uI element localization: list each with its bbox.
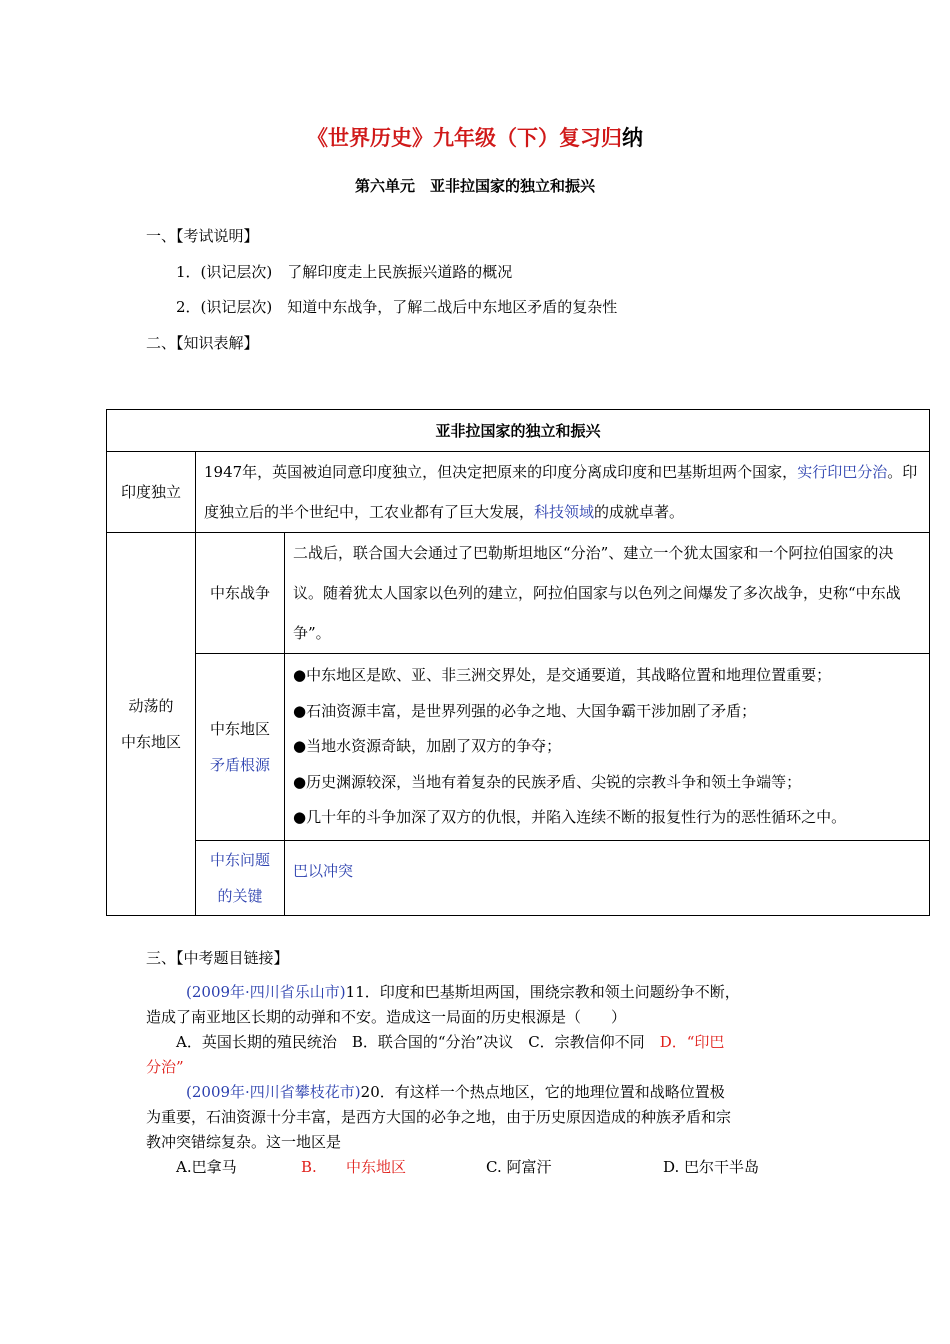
key-label-line1: 中东问题: [209, 850, 270, 869]
q2-line1: [186, 1080, 725, 1105]
middle-east-label: [107, 533, 196, 916]
q2-stem-a: 20．有这样一个热点地区，它的地理位置和战略位置极: [360, 1083, 725, 1101]
unit-subtitle: 第六单元 亚非拉国家的独立和振兴: [354, 177, 595, 195]
key-label-line2: 的关键: [217, 886, 263, 905]
q2-option-b-letter: B.: [301, 1158, 317, 1176]
exam-item-2: 2．(识记层次) 知道中东战争，了解二战后中东地区矛盾的复杂性: [176, 298, 618, 316]
india-text-b: 。印度独立后的半个世纪中，工农业都有了巨大发展，: [204, 463, 918, 521]
q2-option-d: D. 巴尔干半岛: [663, 1158, 760, 1176]
roots-list: [285, 654, 930, 841]
q1-source: (2009年·四川省乐山市): [186, 983, 346, 1001]
q1-stem-b: 造成了南亚地区长期的动弹和不安。造成这一局面的历史根源是（ ）: [146, 1008, 627, 1026]
roots-item: ●历史渊源较深，当地有着复杂的民族矛盾、尖锐的宗教斗争和领土争端等；: [293, 772, 802, 791]
india-link-partition: 实行印巴分治: [797, 463, 888, 481]
india-text-c: 的成就卓著。: [594, 503, 685, 521]
india-label: 印度独立: [107, 452, 196, 533]
roots-item: ●当地水资源奇缺，加剧了双方的争夺；: [293, 737, 562, 755]
india-text-a: 1947年，英国被迫同意印度独立，但决定把原来的印度分离成印度和巴基斯坦两个国家，: [204, 463, 798, 481]
q2-option-b-text: 中东地区: [346, 1158, 407, 1176]
roots-item: ●中东地区是欧、亚、非三洲交界处，是交通要道，其战略位置和地理位置重要；: [293, 666, 832, 684]
title-tail: 纳: [622, 125, 643, 150]
q1-line1: [186, 980, 740, 1005]
middle-east-label-line1: 动荡的: [128, 696, 174, 715]
section-exam-link-heading: 三、【中考题目链接】: [146, 949, 289, 967]
q2-stem-b: 为重要，石油资源十分丰富，是西方大国的必争之地，由于历史原因造成的种族矛盾和宗: [146, 1108, 732, 1126]
title-main: 《世界历史》九年级（下）复习归: [307, 125, 622, 150]
india-text: [196, 452, 930, 533]
key-text: 巴以冲突: [285, 840, 930, 915]
q2-stem-c: 教冲突错综复杂。这一地区是: [146, 1133, 342, 1151]
india-link-tech: 科技领域: [534, 503, 595, 521]
exam-item-1: 1．(识记层次) 了解印度走上民族振兴道路的概况: [176, 263, 513, 281]
knowledge-table: [106, 409, 930, 916]
roots-item: ●几十年的斗争加深了双方的仇恨，并陷入连续不断的报复性行为的恶性循环之中。: [293, 808, 847, 826]
section-exam-heading: 一、【考试说明】: [146, 227, 259, 245]
q2-option-c: C. 阿富汗: [486, 1158, 552, 1176]
key-label: [196, 840, 285, 915]
table-header: 亚非拉国家的独立和振兴: [107, 410, 930, 452]
q2-option-a: A.巴拿马: [176, 1158, 237, 1176]
roots-label-line1: 中东地区: [209, 719, 270, 738]
q1-options: [176, 1030, 724, 1055]
roots-label: [196, 654, 285, 841]
war-text: 二战后，联合国大会通过了巴勒斯坦地区“分治”、建立一个犹太国家和一个阿拉伯国家的决议。随着犹太人国家以色列的建立，阿拉伯国家与以色列之间爆发了多次战争，史称“中东战争”。: [285, 533, 930, 654]
document-title: [0, 122, 950, 152]
roots-item: ●石油资源丰富，是世界列强的必争之地、大国争霸干涉加剧了矛盾；: [293, 701, 757, 720]
middle-east-label-line2: 中东地区: [120, 732, 181, 751]
q1-answer-a: D．“印巴: [659, 1033, 725, 1051]
war-label: 中东战争: [196, 533, 285, 654]
q1-options-text: A．英国长期的殖民统治 B．联合国的“分治”决议 C．宗教信仰不同: [176, 1033, 660, 1051]
q1-stem-a: 11．印度和巴基斯坦两国，围绕宗教和领土问题纷争不断，: [345, 983, 740, 1001]
roots-label-line2: 矛盾根源: [209, 755, 270, 774]
q2-source: (2009年·四川省攀枝花市): [186, 1083, 361, 1101]
q1-answer-b: 分治”: [146, 1058, 184, 1076]
section-knowledge-heading: 二、【知识表解】: [146, 334, 259, 352]
